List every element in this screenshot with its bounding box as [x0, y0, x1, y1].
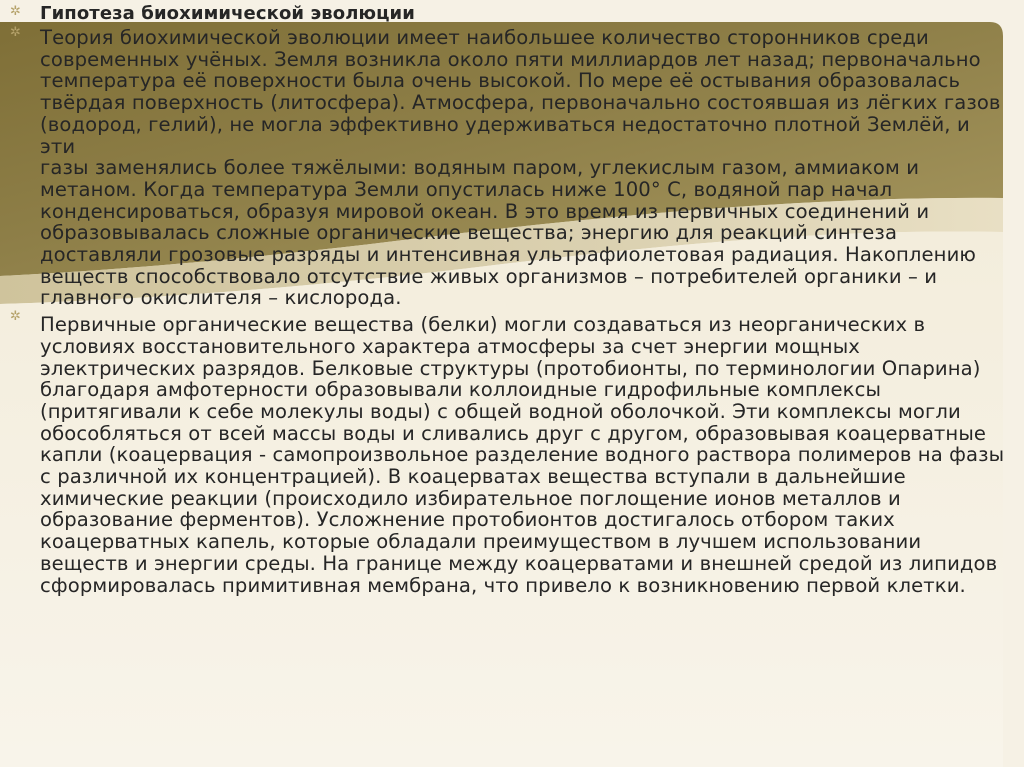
- bullet-icon: ✲: [10, 4, 21, 19]
- paragraph-text-2: Первичные органические вещества (белки) могли создаваться из неорганических в условиях восстановительного характера атмосферы за счет энергии мощных электрических разрядов. Белковые структуры (протобионты, по терминологии Опарина) благодаря амфотерности образовывали коллоидные гидрофильные комплексы (притягивали к себе молекулы воды) с общей водной оболочкой. Эти комплексы могли обособляться от всей массы воды и сливались друг с другом, образовывая коацерватные капли (коацервация - самопроизвольное разделение водного раствора полимеров на фазы с различной их концентрацией). В коацерватах вещества вступали в дальнейшие химические реакции (происходило избирательное поглощение ионов металлов и образование ферментов). Усложнение протобионтов достигалось отбором таких коацерватных капель, которые обладали преимуществом в лучшем использовании веществ и энергии среды. На границе между коацерватами и внешней средой из липидов сформировалась примитивная мембрана, что привело к возникновению первой клетки.: [40, 313, 1005, 597]
- bullet-icon: ✲: [10, 25, 21, 40]
- bullet-icon: ✲: [10, 309, 21, 325]
- paragraph-bullet-1: [8, 25, 1008, 309]
- paragraph-text-1: Теория биохимической эволюции имеет наибольшее количество сторонников среди современных учёных. Земля возникла около пяти миллиардов лет назад; первоначально температура её поверхности была очень высокой. По мере её остывания образовалась твёрдая поверхность (литосфера). Атмосфера, первоначально состоявшая из лёгких газов (водород, гелий), не могла эффективно удерживаться недостаточно плотной Землёй, и эти газы заменялись более тяжёлыми: водяным паром, углекислым газом, аммиаком и метаном. Когда температура Земли опустилась ниже 100° С, водяной пар начал конденсироваться, образуя мировой океан. В это время из первичных соединений и образовывалась сложные органические вещества; энергию для реакций синтеза доставляли грозовые разряды и интенсивная ультрафиолетовая радиация. Накоплению веществ способствовало отсутствие живых организмов – потребителей органики – и главного окислителя – кислорода.: [40, 26, 1001, 310]
- paragraph-bullet-2: [8, 309, 1008, 596]
- content-area: [8, 0, 1008, 596]
- slide-heading: Гипотеза биохимической эволюции: [40, 3, 415, 24]
- heading-bullet: [8, 0, 1008, 25]
